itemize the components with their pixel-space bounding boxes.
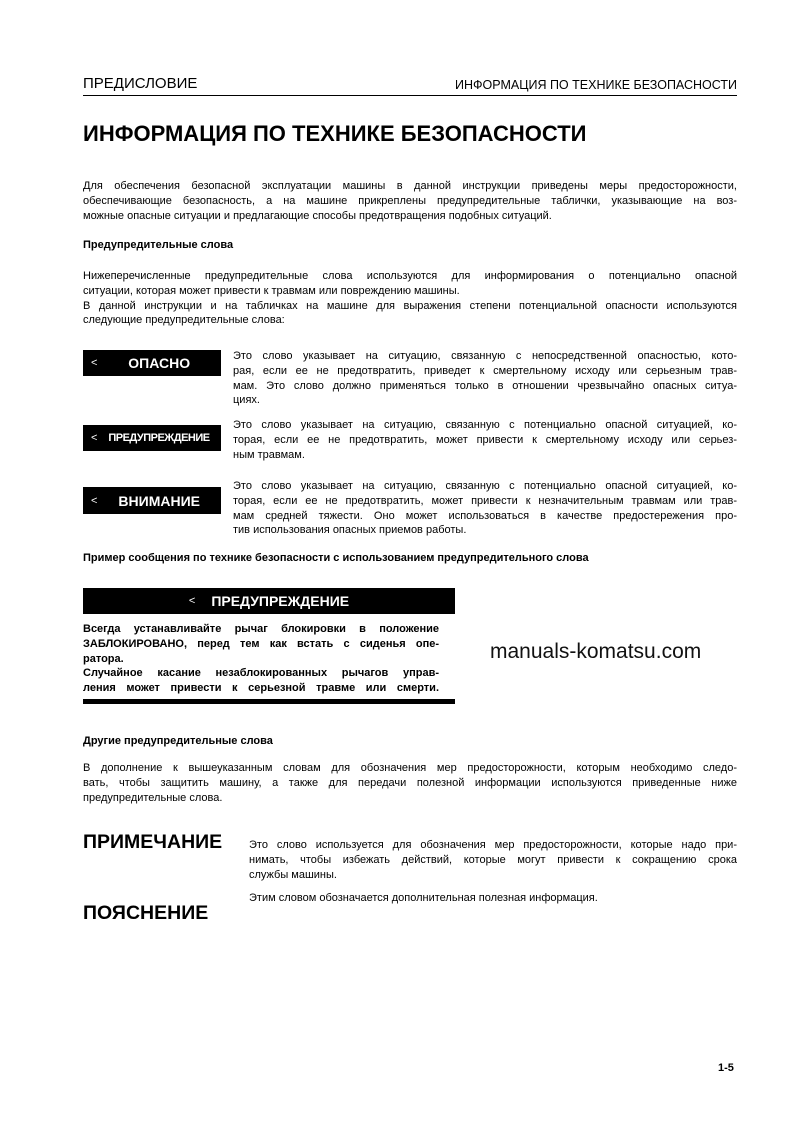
text-line: циях. [233,394,260,407]
other-paragraph [83,761,737,805]
section-heading: Предупредительные слова [83,239,234,251]
header-rule [83,95,737,96]
warning-badge [83,425,221,451]
section-heading: Пример сообщения по технике безопасности с использованием предупредительного слова [83,552,589,564]
danger-badge [83,350,221,376]
text-line: Это слово указывает на ситуацию, связанную с потенциально опасной ситуацией, ко- [233,419,737,431]
text-line: В дополнение к вышеуказанным словам для обозначения мер предосторожности, которым необходимо следо- [83,762,737,774]
alert-icon: < [91,494,98,507]
text-line: Нижеперечисленные предупредительные слова используются для информирования о потенциально опасной [83,270,737,282]
alert-icon: < [188,595,196,607]
text-line: Случайное касание незаблокированных рычагов управ- [83,667,439,680]
text-line: можные опасные ситуации и предлагающие способы предотвращения подобных ситуаций. [83,209,552,222]
text-line: торая, если ее не предотвратить, может привести к смертельному исходу или серьез- [233,433,737,446]
text-line: Всегда устанавливайте рычаг блокировки в положение [83,623,439,635]
notice-description [249,838,737,882]
page-title: ИНФОРМАЦИЯ ПО ТЕХНИКЕ БЕЗОПАСНОСТИ [83,121,587,146]
signal-paragraph [83,269,737,328]
section-heading: Другие предупредительные слова [83,735,273,747]
alert-icon: < [91,432,97,444]
text-line: обеспечивающие безопасность, а на машине прикреплены предупредительные таблички, указывающие на воз- [83,194,737,207]
text-line: вать, чтобы защитить машину, а также для передачи полезной информации используются приведенные ниже [83,776,737,789]
text-line: рая, если ее не предотвратить, приведет к смертельному исходу или серьезным трав- [233,364,737,377]
badge-label: ПРЕДУПРЕЖДЕНИЕ [211,593,350,609]
text-line: ЗАБЛОКИРОВАНО, перед тем как встать с сиденья опе- [83,637,439,650]
alert-icon: < [91,357,98,369]
header-section: ПРЕДИСЛОВИЕ [83,75,198,92]
notice-label: ПРИМЕЧАНИЕ [83,831,223,853]
text-line: торая, если ее не предотвратить, может привести к незначительным травмам или трав- [233,494,737,507]
example-bottom-bar [83,699,455,704]
badge-label: ОПАСНО [128,355,191,371]
caution-badge [83,487,221,514]
text-line: ратора. [83,652,124,665]
text-line: предупредительные слова. [83,791,223,804]
warning-description [233,418,737,462]
text-line: службы машины. [249,868,337,881]
badge-label: ПРЕДУПРЕЖДЕНИЕ [108,432,210,444]
watermark: manuals-komatsu.com [490,640,702,663]
text-line: мам средней тяжести. Оно может использоваться в качестве предостережения про- [233,509,737,522]
example-warning-bar [83,588,455,614]
page-number: 1-5 [718,1062,734,1074]
remark-label: ПОЯСНЕНИЕ [83,902,209,924]
caution-description [233,479,737,538]
text-line: следующие предупредительные слова: [83,314,285,327]
text-line: нимать, чтобы избежать действий, которые могут привести к сокращению срока [249,853,737,866]
text-line: В данной инструкции и на табличках на машине для выражения степени потенциальной опасности используются [83,299,737,312]
text-line: мам. Это слово должно применяться только в отношении чрезвычайно опасных ситуа- [233,379,737,392]
intro-paragraph [83,179,737,223]
danger-description [233,349,737,408]
text-line: ным травмам. [233,448,305,461]
text-line: Это слово указывает на ситуацию, связанную с непосредственной опасностью, кото- [233,350,737,362]
text-line: ситуации, которая может привести к травмам или повреждению машины. [83,284,460,297]
remark-description: Этим словом обозначается дополнительная полезная информация. [249,892,598,904]
text-line: тив использования опасных приемов работы. [233,524,467,537]
header-chapter: ИНФОРМАЦИЯ ПО ТЕХНИКЕ БЕЗОПАСНОСТИ [455,78,737,92]
text-line: Для обеспечения безопасной эксплуатации машины в данной инструкции приведены меры предосторожности, [83,180,737,192]
text-line: ления может привести к серьезной травме или смерти. [83,682,439,695]
text-line: Это слово указывает на ситуацию, связанную с потенциально опасной ситуацией, ко- [233,480,737,492]
example-message [83,622,439,696]
badge-label: ВНИМАНИЕ [118,492,200,509]
text-line: Это слово используется для обозначения мер предосторожности, которые надо при- [249,839,737,851]
